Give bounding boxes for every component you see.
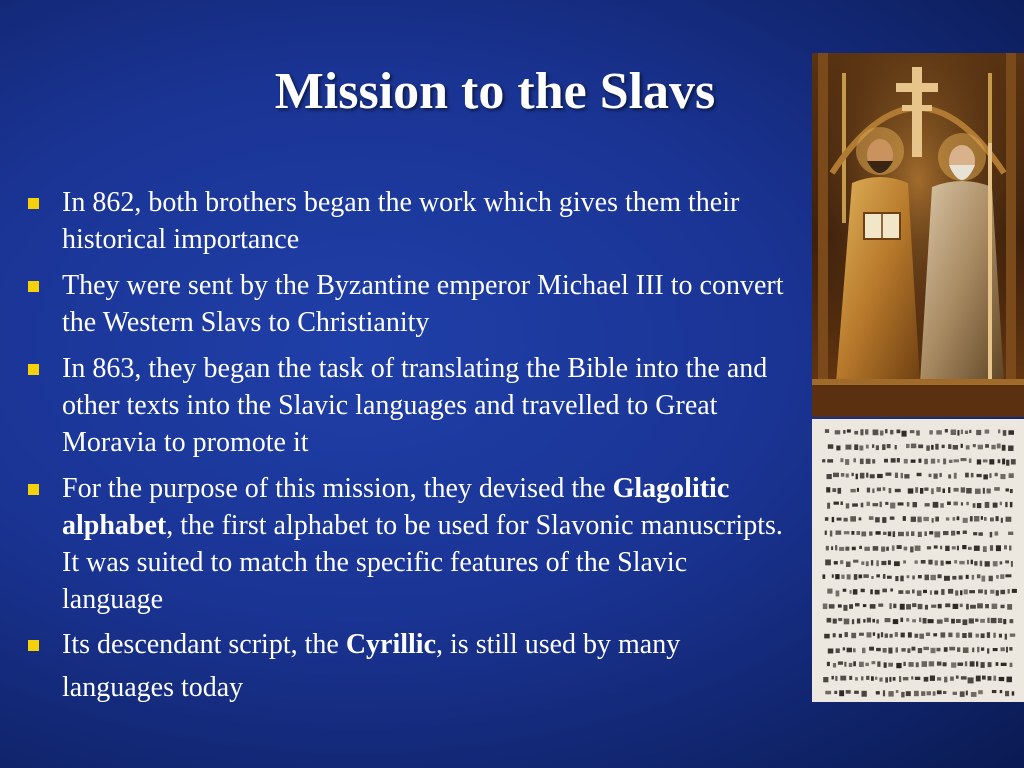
bullet-bold-term: Glagolitic alphabet xyxy=(62,473,730,541)
square-bullet-icon xyxy=(28,198,39,209)
slide-title: Mission to the Slavs xyxy=(274,63,716,120)
bullet-text: For the purpose of this mission, they devised the xyxy=(62,473,613,504)
bullet-text-cont: , is still used by many languages today xyxy=(62,629,681,703)
bullet-text-cont: , the first alphabet to be used for Slavonic manuscripts. It was suited to match the specific features of the Slavic language xyxy=(62,510,783,615)
bullet-item-3 xyxy=(22,350,792,461)
square-bullet-icon xyxy=(28,364,39,375)
saints-painting-image xyxy=(812,53,1024,417)
square-bullet-icon xyxy=(28,281,39,292)
bullet-text: In 862, both brothers began the work which gives them their historical importance xyxy=(62,187,740,255)
bullet-item-1 xyxy=(22,184,792,258)
bullet-bold-term: Cyrillic xyxy=(345,629,437,660)
bullet-list xyxy=(22,184,792,718)
bullet-text: In 863, they began the task of translating the Bible into the and other texts into the Slavic languages and travelled to Great Moravia to promote it xyxy=(62,353,768,458)
bullet-text: They were sent by the Byzantine emperor Michael III to convert the Western Slavs to Christianity xyxy=(62,270,784,338)
square-bullet-icon xyxy=(28,484,39,495)
bullet-text: Its descendant script, the xyxy=(62,629,346,660)
bullet-item-2 xyxy=(22,267,792,341)
bullet-item-4 xyxy=(22,470,792,618)
square-bullet-icon xyxy=(28,640,39,651)
bullet-item-5 xyxy=(22,623,792,709)
glagolitic-manuscript-image xyxy=(812,419,1024,702)
